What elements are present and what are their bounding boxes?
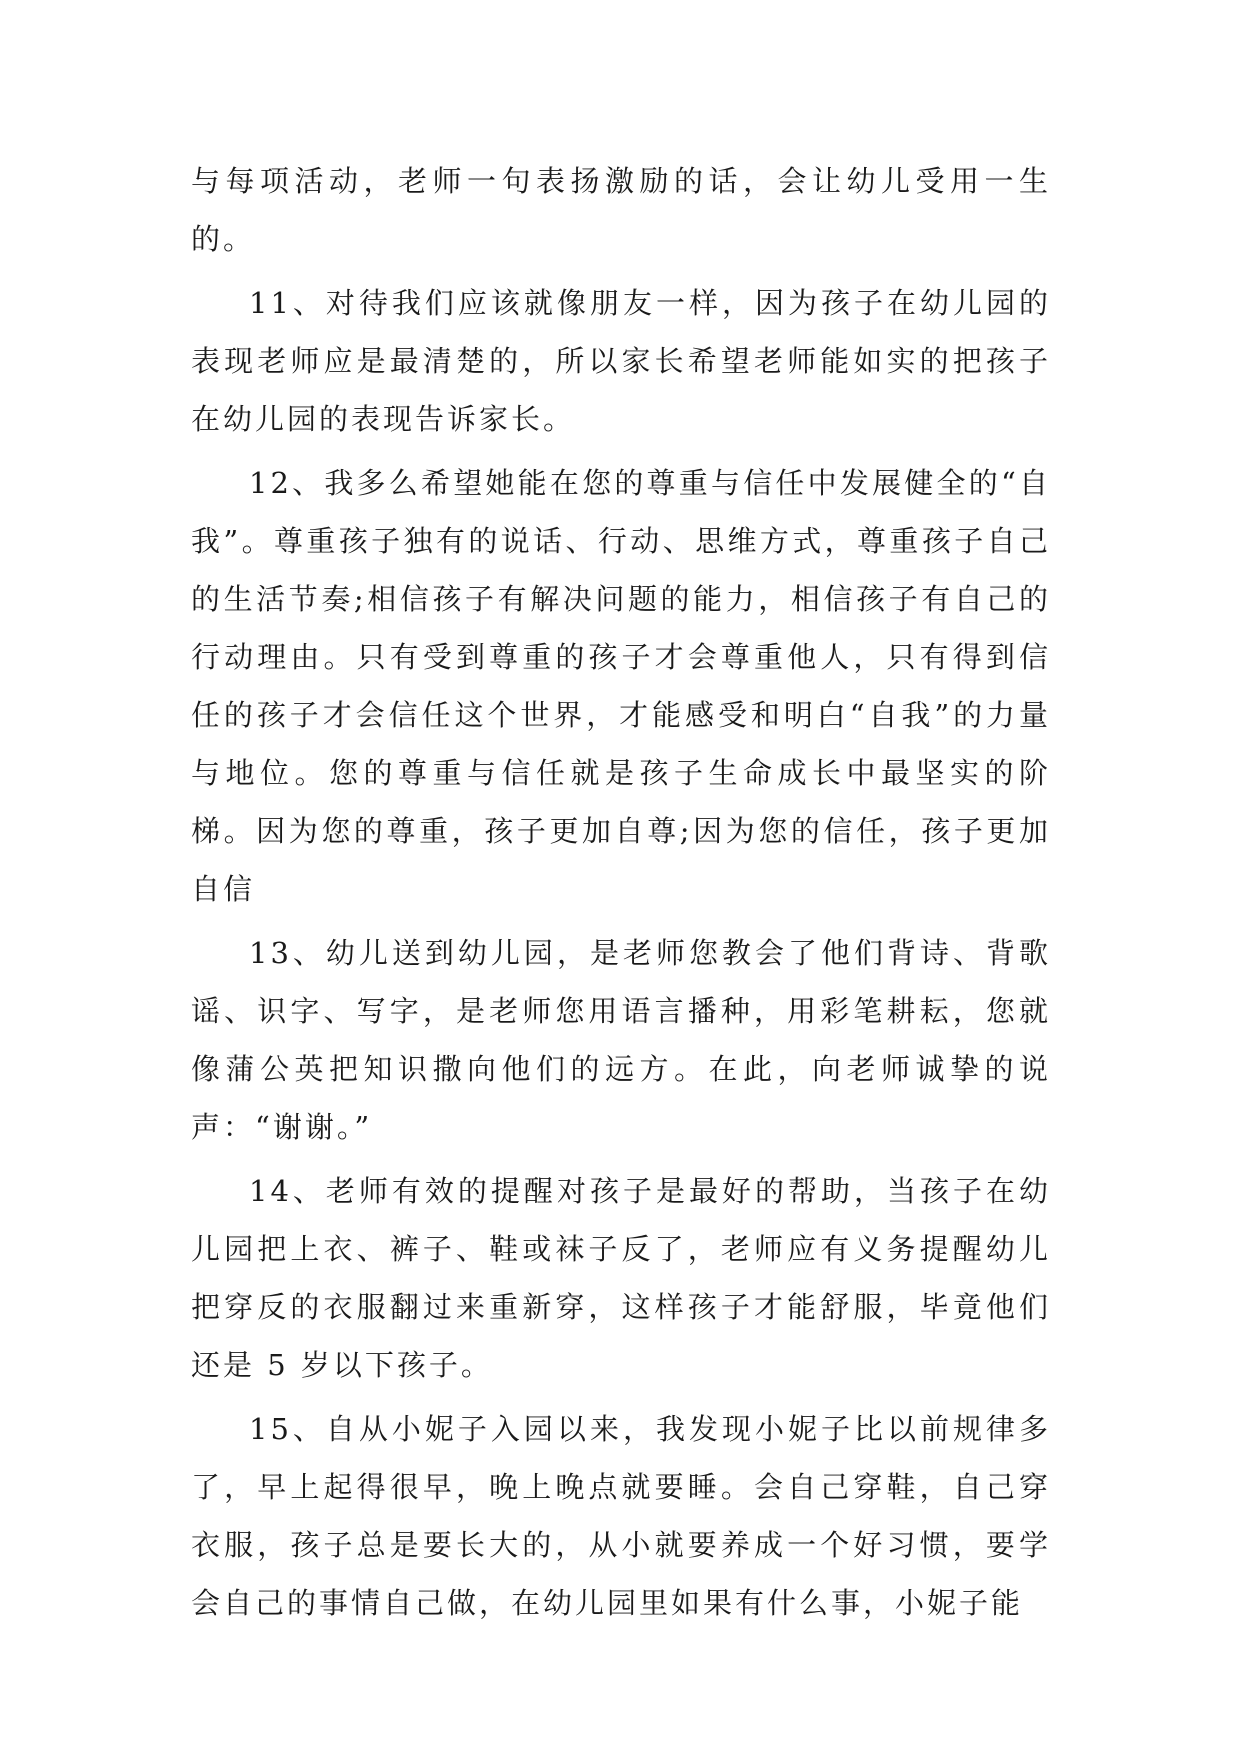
paragraph-14: 14、老师有效的提醒对孩子是最好的帮助，当孩子在幼儿园把上衣、裤子、鞋或袜子反了，老师应有义务提醒幼儿把穿反的衣服翻过来重新穿，这样孩子才能舒服，毕竟他们还是 5 岁以下孩子。 — [191, 1174, 1051, 1382]
paragraph-11: 11、对待我们应该就像朋友一样，因为孩子在幼儿园的表现老师应是最清楚的，所以家长希望老师能如实的把孩子在幼儿园的表现告诉家长。 — [191, 286, 1051, 436]
paragraph-15: 15、自从小妮子入园以来，我发现小妮子比以前规律多了，早上起得很早，晚上晚点就要睡。会自己穿鞋，自己穿衣服，孩子总是要长大的，从小就要养成一个好习惯，要学会自己的事情自己做，在幼儿园里如果有什么事，小妮子能 — [191, 1412, 1051, 1620]
document-body — [191, 152, 1051, 1638]
paragraph-13: 13、幼儿送到幼儿园，是老师您教会了他们背诗、背歌谣、识字、写字，是老师您用语言播种，用彩笔耕耘，您就像蒲公英把知识撒向他们的远方。在此，向老师诚挚的说声：“谢谢。” — [191, 936, 1051, 1144]
paragraph-12: 12、我多么希望她能在您的尊重与信任中发展健全的“自我”。尊重孩子独有的说话、行动、思维方式，尊重孩子自己的生活节奏;相信孩子有解决问题的能力，相信孩子有自己的行动理由。只有受到尊重的孩子才会尊重他人，只有得到信任的孩子才会信任这个世界，才能感受和明白“自我”的力量与地位。您的尊重与信任就是孩子生命成长中最坚实的阶梯。因为您的尊重，孩子更加自尊;因为您的信任，孩子更加自信 — [191, 466, 1051, 906]
paragraph-continuation: 与每项活动，老师一句表扬激励的话，会让幼儿受用一生的。 — [191, 164, 1051, 256]
